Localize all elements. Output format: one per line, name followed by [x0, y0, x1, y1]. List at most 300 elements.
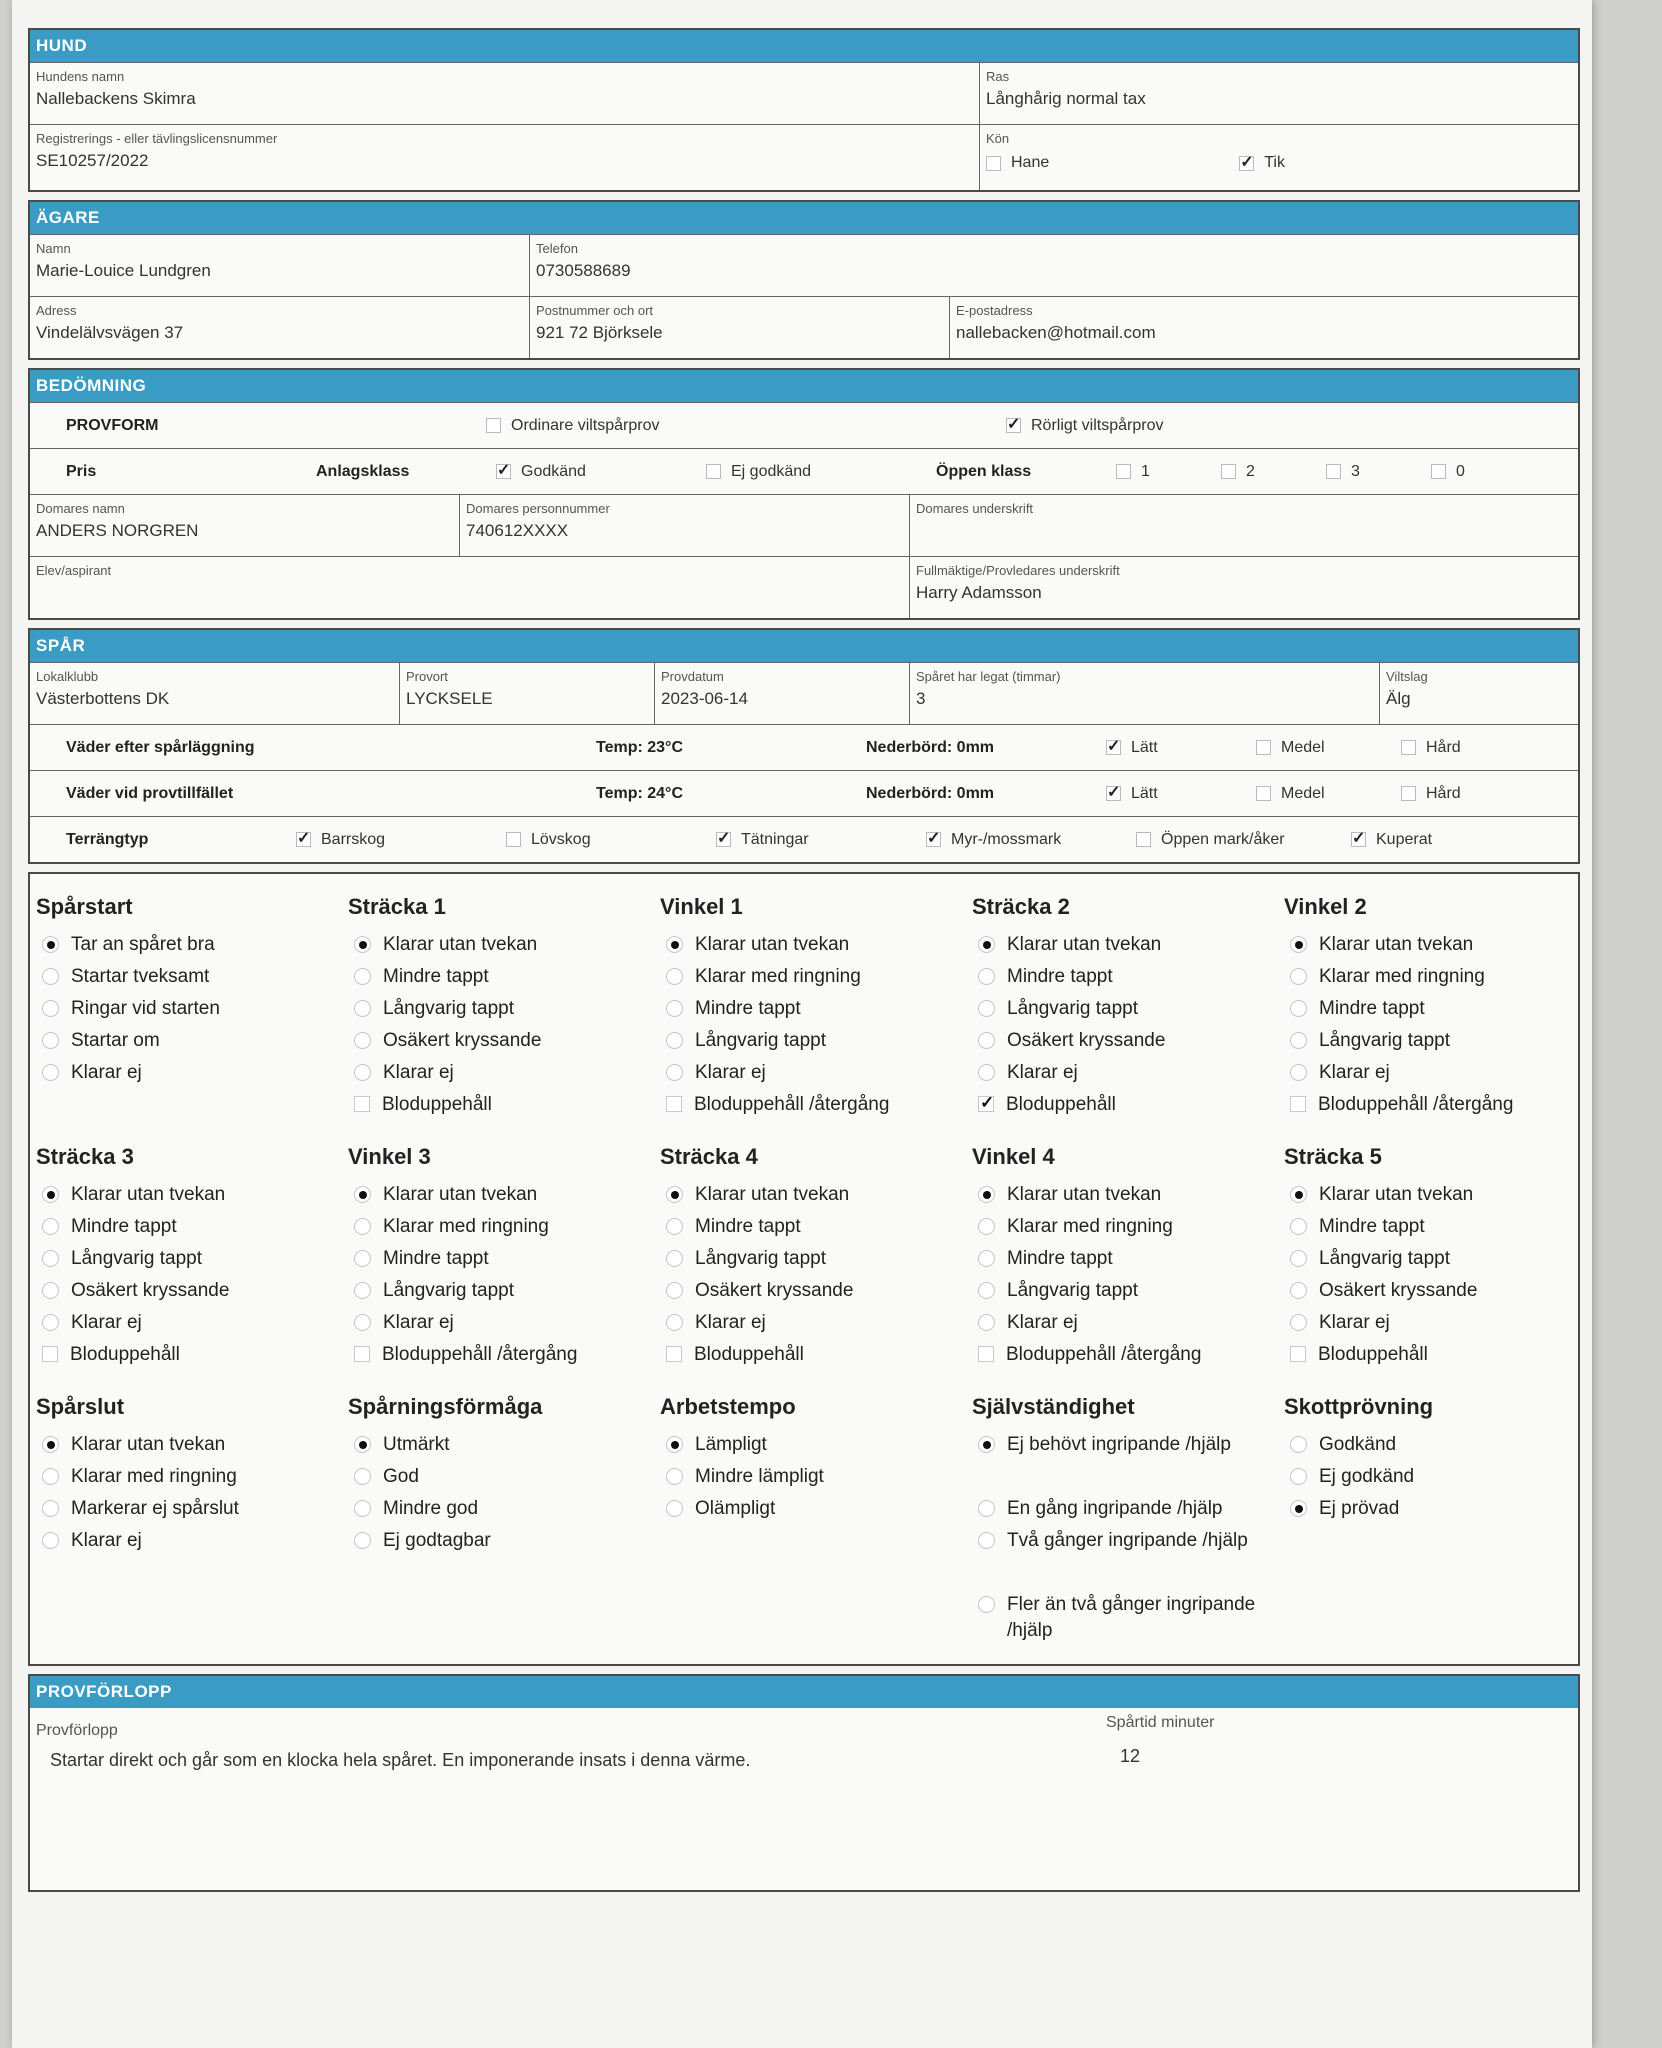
- option-label: Klarar med ringning: [695, 966, 861, 987]
- field-value: SE10257/2022: [36, 151, 149, 170]
- radio-option[interactable]: [972, 1246, 1284, 1278]
- option-label: Mindre tappt: [695, 1216, 801, 1237]
- radio-selected-icon: [1290, 936, 1307, 953]
- radio-option[interactable]: [972, 1060, 1284, 1092]
- field-label: Elev/aspirant: [36, 563, 112, 578]
- option-label: Barrskog: [321, 830, 386, 848]
- section-bedomning: [28, 368, 1580, 620]
- option-label: Lätt: [1131, 738, 1158, 756]
- checkbox-icon: [354, 1346, 370, 1362]
- radio-option[interactable]: [972, 1592, 1284, 1656]
- checkbox-icon: [1136, 832, 1151, 847]
- eval-group: [36, 1394, 348, 1656]
- radio-option[interactable]: [660, 964, 972, 996]
- option-label: Ej godkänd: [731, 462, 812, 480]
- radio-option[interactable]: [660, 1246, 972, 1278]
- option-label: Medel: [1281, 784, 1325, 802]
- open-class-3-option[interactable]: [1326, 463, 1431, 481]
- checkbox-icon: [1401, 740, 1416, 755]
- local-club-field[interactable]: [30, 663, 400, 724]
- radio-option[interactable]: [348, 1060, 660, 1092]
- test-location-field[interactable]: [400, 663, 655, 724]
- radio-icon: [42, 1064, 59, 1081]
- radio-selected-icon: [978, 1436, 995, 1453]
- temperature-label: Temp: 24°C: [596, 784, 684, 802]
- radio-icon: [666, 1218, 683, 1235]
- eval-group: [348, 1144, 660, 1374]
- radio-icon: [42, 1468, 59, 1485]
- not-approved-option[interactable]: [706, 463, 936, 481]
- checkbox-option[interactable]: [1284, 1092, 1596, 1124]
- radio-icon: [42, 1532, 59, 1549]
- option-label: Ordinare viltspårprov: [511, 416, 660, 434]
- section-agare: [28, 200, 1580, 360]
- flexible-test-option[interactable]: [1006, 417, 1163, 435]
- radio-option[interactable]: [1284, 932, 1596, 964]
- radio-option[interactable]: [36, 1214, 348, 1246]
- radio-icon: [978, 1218, 995, 1235]
- weather-medium-option[interactable]: [1256, 785, 1401, 803]
- radio-icon: [1290, 1468, 1307, 1485]
- checkbox-icon: [1431, 464, 1446, 479]
- checkbox-checked-icon: [1351, 832, 1366, 847]
- option-label: Mindre god: [383, 1498, 479, 1519]
- radio-option[interactable]: [348, 1464, 660, 1496]
- option-label: Lätt: [1131, 784, 1158, 802]
- radio-selected-icon: [666, 1436, 683, 1453]
- eval-group: [1284, 1394, 1596, 1656]
- address-field[interactable]: [30, 297, 530, 358]
- eval-group: [36, 1144, 348, 1374]
- postal-field[interactable]: [530, 297, 950, 358]
- radio-icon: [42, 1218, 59, 1235]
- radio-icon: [978, 1282, 995, 1299]
- email-field[interactable]: [950, 297, 1578, 358]
- checkbox-checked-icon: [926, 832, 941, 847]
- terrain-conifer-option[interactable]: [296, 831, 506, 849]
- option-label: Mindre tappt: [383, 1248, 489, 1269]
- terrain-label: Terrängtyp: [66, 830, 149, 848]
- radio-option[interactable]: [972, 996, 1284, 1028]
- radio-option[interactable]: [36, 1432, 348, 1464]
- track-time-field[interactable]: [1100, 1708, 1578, 1890]
- test-course-field[interactable]: [30, 1708, 1100, 1890]
- sex-field: [980, 125, 1578, 190]
- radio-option[interactable]: [36, 1060, 348, 1092]
- option-label: Lämpligt: [695, 1434, 767, 1455]
- radio-option[interactable]: [348, 996, 660, 1028]
- radio-option[interactable]: [972, 1496, 1284, 1528]
- section-header: BEDÖMNING: [30, 370, 1578, 402]
- eval-group: [36, 894, 348, 1124]
- radio-option[interactable]: [36, 1246, 348, 1278]
- game-type-field[interactable]: [1380, 663, 1578, 724]
- radio-icon: [1290, 1314, 1307, 1331]
- checkbox-icon: [1221, 464, 1236, 479]
- checkbox-icon: [486, 418, 501, 433]
- terrain-thicket-option[interactable]: [716, 831, 926, 849]
- field-label: Provförlopp: [36, 1722, 118, 1739]
- radio-icon: [354, 1282, 371, 1299]
- eval-group: [1284, 894, 1596, 1124]
- option-label: Ej godkänd: [1319, 1466, 1415, 1487]
- field-value: Startar direkt och går som en klocka hela spåret. En imponerande insats i denna värme.: [50, 1750, 751, 1770]
- radio-icon: [42, 1032, 59, 1049]
- field-value: Långhårig normal tax: [986, 89, 1146, 108]
- option-label: Medel: [1281, 738, 1325, 756]
- radio-icon: [354, 1250, 371, 1267]
- option-label: Mindre tappt: [383, 966, 489, 987]
- option-label: Klarar ej: [71, 1530, 142, 1551]
- group-title: Spårningsförmåga: [348, 1394, 543, 1419]
- option-label: Ej prövad: [1319, 1498, 1400, 1519]
- option-label: 0: [1456, 462, 1465, 480]
- radio-option[interactable]: [660, 1432, 972, 1464]
- option-label: Bloduppehåll /återgång: [694, 1094, 890, 1115]
- option-label: Myr-/mossmark: [951, 830, 1062, 848]
- eval-group: [660, 1144, 972, 1374]
- checkbox-option[interactable]: [660, 1092, 972, 1124]
- radio-icon: [354, 1000, 371, 1017]
- radio-selected-icon: [42, 1186, 59, 1203]
- radio-option[interactable]: [660, 1182, 972, 1214]
- radio-icon: [666, 1468, 683, 1485]
- group-title: Vinkel 2: [1284, 894, 1367, 919]
- checkbox-option[interactable]: [1284, 1342, 1596, 1374]
- option-label: Klarar ej: [1007, 1062, 1078, 1083]
- field-value: Marie-Louice Lundgren: [36, 261, 211, 280]
- option-label: Mindre tappt: [71, 1216, 177, 1237]
- option-label: Klarar utan tvekan: [695, 934, 850, 955]
- radio-option[interactable]: [1284, 964, 1596, 996]
- option-label: Klarar ej: [695, 1312, 766, 1333]
- option-label: Bloduppehåll: [694, 1344, 804, 1365]
- checkbox-option[interactable]: [972, 1092, 1284, 1124]
- option-label: Godkänd: [1319, 1434, 1397, 1455]
- radio-option[interactable]: [36, 1278, 348, 1310]
- radio-option[interactable]: [1284, 1278, 1596, 1310]
- checkbox-checked-icon: [1006, 418, 1021, 433]
- weather-hard-option[interactable]: [1401, 739, 1461, 757]
- option-label: Långvarig tappt: [71, 1248, 202, 1269]
- option-label: Klarar med ringning: [383, 1216, 549, 1237]
- option-label: Klarar utan tvekan: [1007, 1184, 1162, 1205]
- radio-option[interactable]: [972, 1432, 1284, 1496]
- option-label: En gång ingripande /hjälp: [1007, 1498, 1223, 1519]
- evaluation-grid: [28, 872, 1580, 1666]
- radio-option[interactable]: [348, 1246, 660, 1278]
- group-title: Spårstart: [36, 894, 133, 919]
- radio-icon: [978, 1532, 995, 1549]
- option-label: Mindre tappt: [1007, 1248, 1113, 1269]
- option-label: Tik: [1264, 154, 1285, 171]
- checkbox-checked-icon: [978, 1096, 994, 1112]
- option-label: Långvarig tappt: [1319, 1248, 1450, 1269]
- section-header: ÄGARE: [30, 202, 1578, 234]
- group-title: Vinkel 1: [660, 894, 743, 919]
- leader-signature-field[interactable]: [910, 557, 1578, 618]
- radio-option[interactable]: [1284, 1432, 1596, 1464]
- terrain-hilly-option[interactable]: [1351, 831, 1432, 849]
- field-label: E-postadress: [956, 303, 1033, 318]
- radio-option[interactable]: [1284, 1310, 1596, 1342]
- radio-option[interactable]: [348, 964, 660, 996]
- option-label: Osäkert kryssande: [1319, 1280, 1478, 1301]
- judge-name-field[interactable]: [30, 495, 460, 556]
- field-label: Provdatum: [661, 669, 724, 684]
- radio-icon: [42, 1282, 59, 1299]
- option-label: Osäkert kryssande: [383, 1030, 542, 1051]
- radio-option[interactable]: [1284, 1028, 1596, 1060]
- radio-option[interactable]: [1284, 1246, 1596, 1278]
- option-label: Långvarig tappt: [383, 1280, 514, 1301]
- eval-group: [660, 1394, 972, 1656]
- radio-icon: [978, 1250, 995, 1267]
- checkbox-option[interactable]: [972, 1342, 1284, 1374]
- radio-option[interactable]: [660, 932, 972, 964]
- option-label: Bloduppehåll: [70, 1344, 180, 1365]
- radio-icon: [1290, 1250, 1307, 1267]
- checkbox-icon: [666, 1346, 682, 1362]
- radio-option[interactable]: [348, 1182, 660, 1214]
- sex-female-option[interactable]: [1239, 154, 1285, 172]
- test-date-field[interactable]: [655, 663, 910, 724]
- option-label: Klarar ej: [1319, 1312, 1390, 1333]
- checkbox-option[interactable]: [348, 1342, 660, 1374]
- option-label: 1: [1141, 462, 1150, 480]
- checkbox-checked-icon: [1239, 156, 1254, 171]
- checkbox-icon: [1256, 786, 1271, 801]
- radio-option[interactable]: [660, 1214, 972, 1246]
- open-class-0-option[interactable]: [1431, 463, 1465, 481]
- radio-icon: [354, 1532, 371, 1549]
- option-label: Tar an spåret bra: [71, 934, 215, 955]
- breed-field[interactable]: [980, 63, 1578, 124]
- checkbox-option[interactable]: [660, 1342, 972, 1374]
- radio-icon: [666, 1282, 683, 1299]
- radio-selected-icon: [1290, 1186, 1307, 1203]
- radio-icon: [42, 1500, 59, 1517]
- option-label: Klarar utan tvekan: [71, 1184, 226, 1205]
- radio-icon: [1290, 1218, 1307, 1235]
- radio-option[interactable]: [348, 1496, 660, 1528]
- terrain-open-option[interactable]: [1136, 831, 1351, 849]
- radio-icon: [354, 1064, 371, 1081]
- terrain-deciduous-option[interactable]: [506, 831, 716, 849]
- checkbox-checked-icon: [296, 832, 311, 847]
- provform-label: PROVFORM: [66, 416, 159, 434]
- trainee-field[interactable]: [30, 557, 910, 618]
- checkbox-icon: [1256, 740, 1271, 755]
- dog-name-field[interactable]: [30, 63, 980, 124]
- option-label: Klarar utan tvekan: [383, 1184, 538, 1205]
- radio-option[interactable]: [972, 932, 1284, 964]
- radio-icon: [1290, 1032, 1307, 1049]
- radio-option[interactable]: [36, 1528, 348, 1560]
- option-label: Långvarig tappt: [695, 1248, 826, 1269]
- radio-option[interactable]: [660, 1310, 972, 1342]
- radio-icon: [354, 1218, 371, 1235]
- radio-option[interactable]: [36, 964, 348, 996]
- group-title: Vinkel 4: [972, 1144, 1055, 1169]
- field-value: Nallebackens Skimra: [36, 89, 196, 108]
- option-label: Bloduppehåll /återgång: [1318, 1094, 1514, 1115]
- radio-option[interactable]: [36, 932, 348, 964]
- radio-option[interactable]: [1284, 1182, 1596, 1214]
- radio-option[interactable]: [348, 1310, 660, 1342]
- group-title: Sträcka 1: [348, 894, 446, 919]
- judge-id-field[interactable]: [460, 495, 910, 556]
- radio-option[interactable]: [348, 932, 660, 964]
- radio-option[interactable]: [972, 1278, 1284, 1310]
- radio-option[interactable]: [348, 1214, 660, 1246]
- radio-option[interactable]: [348, 1278, 660, 1310]
- radio-icon: [666, 1032, 683, 1049]
- checkbox-checked-icon: [716, 832, 731, 847]
- radio-icon: [354, 1468, 371, 1485]
- field-value: Vindelälvsvägen 37: [36, 323, 184, 342]
- owner-name-field[interactable]: [30, 235, 530, 296]
- option-label: 3: [1351, 462, 1360, 480]
- terrain-bog-option[interactable]: [926, 831, 1136, 849]
- reg-number-field[interactable]: [30, 125, 980, 190]
- radio-option[interactable]: [348, 1432, 660, 1464]
- class-label: Anlagsklass: [316, 462, 410, 480]
- radio-option[interactable]: [1284, 996, 1596, 1028]
- option-label: Ej godtagbar: [383, 1530, 491, 1551]
- option-label: Långvarig tappt: [1007, 998, 1138, 1019]
- phone-field[interactable]: [530, 235, 1578, 296]
- radio-icon: [666, 1500, 683, 1517]
- temperature-label: Temp: 23°C: [596, 738, 684, 756]
- field-label: Hundens namn: [36, 69, 125, 84]
- weather-easy-option[interactable]: [1106, 785, 1256, 803]
- group-title: Sträcka 2: [972, 894, 1070, 919]
- approved-option[interactable]: [496, 463, 706, 481]
- field-value: 3: [916, 689, 926, 708]
- radio-option[interactable]: [660, 1278, 972, 1310]
- radio-icon: [978, 1000, 995, 1017]
- option-label: God: [383, 1466, 419, 1487]
- ordinary-test-option[interactable]: [486, 417, 1006, 435]
- checkbox-icon: [1290, 1346, 1306, 1362]
- radio-option[interactable]: [660, 1496, 972, 1528]
- option-label: Klarar ej: [695, 1062, 766, 1083]
- eval-group: [660, 894, 972, 1124]
- radio-option[interactable]: [1284, 1214, 1596, 1246]
- radio-option[interactable]: [660, 1464, 972, 1496]
- option-label: Bloduppehåll /återgång: [382, 1344, 578, 1365]
- option-label: Godkänd: [521, 462, 586, 480]
- checkbox-icon: [506, 832, 521, 847]
- radio-option[interactable]: [36, 1496, 348, 1528]
- radio-option[interactable]: [36, 1028, 348, 1060]
- radio-option[interactable]: [660, 1028, 972, 1060]
- group-title: Sträcka 3: [36, 1144, 134, 1169]
- option-label: Klarar ej: [71, 1062, 142, 1083]
- option-label: Bloduppehåll: [382, 1094, 492, 1115]
- radio-option[interactable]: [36, 1310, 348, 1342]
- group-title: Sträcka 5: [1284, 1144, 1382, 1169]
- open-class-1-option[interactable]: [1116, 463, 1221, 481]
- radio-option[interactable]: [660, 1060, 972, 1092]
- checkbox-icon: [978, 1346, 994, 1362]
- radio-icon: [666, 1250, 683, 1267]
- group-title: Arbetstempo: [660, 1394, 796, 1419]
- radio-option[interactable]: [36, 1182, 348, 1214]
- section-header: HUND: [30, 30, 1578, 62]
- checkbox-option[interactable]: [36, 1342, 348, 1374]
- radio-option[interactable]: [348, 1528, 660, 1560]
- option-label: Utmärkt: [383, 1434, 450, 1455]
- field-value: 0730588689: [536, 261, 631, 280]
- field-label: Spåret har legat (timmar): [916, 669, 1061, 684]
- checkbox-option[interactable]: [348, 1092, 660, 1124]
- open-class-2-option[interactable]: [1221, 463, 1326, 481]
- option-label: Långvarig tappt: [1319, 1030, 1450, 1051]
- group-title: Sträcka 4: [660, 1144, 758, 1169]
- radio-selected-icon: [354, 1436, 371, 1453]
- radio-option[interactable]: [348, 1028, 660, 1060]
- radio-option[interactable]: [972, 1028, 1284, 1060]
- weather-medium-option[interactable]: [1256, 739, 1401, 757]
- option-label: Långvarig tappt: [383, 998, 514, 1019]
- option-label: Klarar utan tvekan: [1319, 1184, 1474, 1205]
- radio-option[interactable]: [36, 1464, 348, 1496]
- sex-male-option[interactable]: [986, 154, 1049, 172]
- radio-option[interactable]: [972, 1214, 1284, 1246]
- checkbox-icon: [986, 156, 1001, 171]
- option-label: Mindre tappt: [1319, 1216, 1425, 1237]
- track-age-field[interactable]: [910, 663, 1380, 724]
- checkbox-icon: [706, 464, 721, 479]
- radio-icon: [1290, 1282, 1307, 1299]
- radio-option[interactable]: [1284, 1060, 1596, 1092]
- field-label: Viltslag: [1386, 669, 1428, 684]
- option-label: Fler än två gånger ingripande /hjälp: [1007, 1594, 1256, 1641]
- option-label: Klarar utan tvekan: [695, 1184, 850, 1205]
- option-label: Långvarig tappt: [695, 1030, 826, 1051]
- radio-icon: [1290, 1436, 1307, 1453]
- radio-option[interactable]: [972, 1182, 1284, 1214]
- radio-option[interactable]: [972, 1310, 1284, 1342]
- judge-signature-field[interactable]: [910, 495, 1578, 556]
- field-value: 740612XXXX: [466, 521, 569, 540]
- option-label: Rörligt viltspårprov: [1031, 416, 1164, 434]
- field-value: Västerbottens DK: [36, 689, 170, 708]
- radio-option[interactable]: [972, 1528, 1284, 1592]
- eval-group: [348, 894, 660, 1124]
- weather-easy-option[interactable]: [1106, 739, 1256, 757]
- radio-option[interactable]: [1284, 1496, 1596, 1528]
- radio-icon: [978, 1596, 995, 1613]
- radio-option[interactable]: [36, 996, 348, 1028]
- eval-group: [972, 1394, 1284, 1656]
- weather-hard-option[interactable]: [1401, 785, 1461, 803]
- section-provforlopp: [28, 1674, 1580, 1892]
- radio-option[interactable]: [972, 964, 1284, 996]
- field-label: Lokalklubb: [36, 669, 99, 684]
- field-value: 2023-06-14: [661, 689, 748, 708]
- radio-option[interactable]: [1284, 1464, 1596, 1496]
- radio-option[interactable]: [660, 996, 972, 1028]
- option-label: Bloduppehåll: [1318, 1344, 1428, 1365]
- group-title: Självständighet: [972, 1394, 1135, 1419]
- option-label: Markerar ej spårslut: [71, 1498, 239, 1519]
- radio-selected-icon: [978, 1186, 995, 1203]
- radio-selected-icon: [42, 936, 59, 953]
- radio-icon: [354, 1314, 371, 1331]
